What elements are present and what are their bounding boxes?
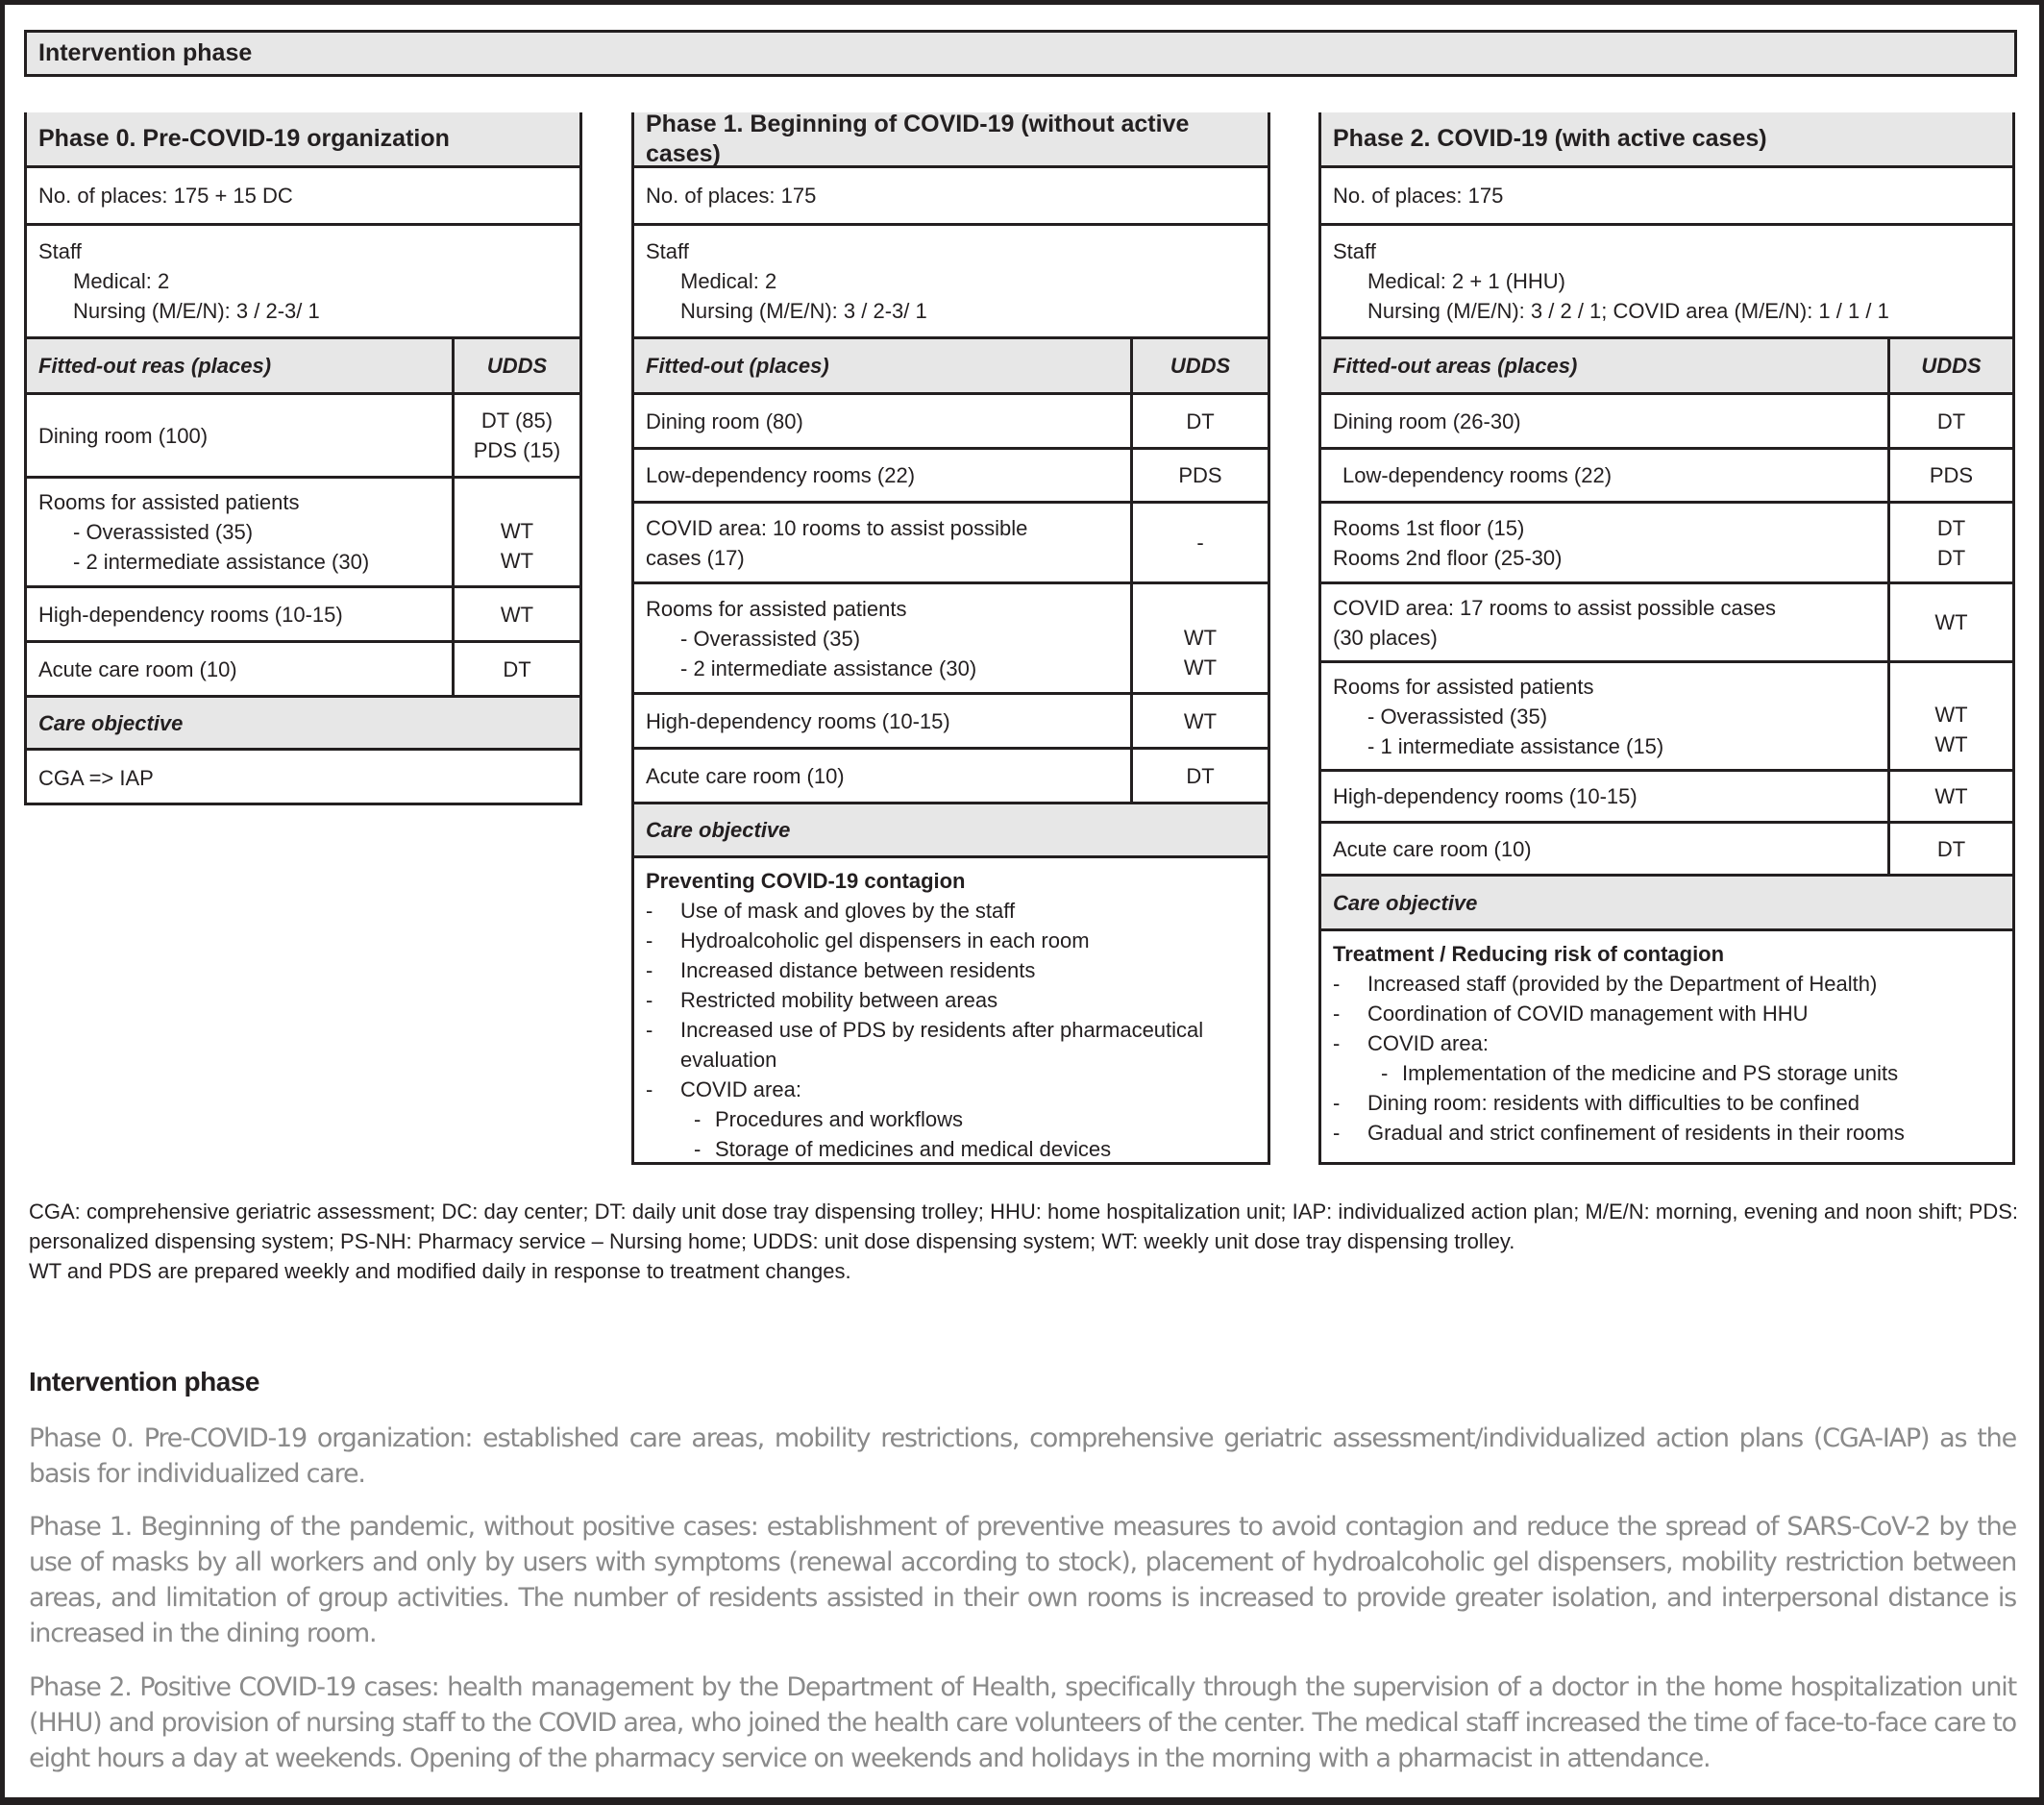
udds-value: DT	[503, 656, 531, 681]
places-cell	[27, 168, 579, 223]
prose-paragraph-phase-0: Phase 0. Pre-COVID-19 organization: established care areas, mobility restrictions, comprehensive geriatric assessment/individualized action plans (CGA-IAP) as the basis for individualized care.	[29, 1423, 2016, 1489]
area-row	[634, 584, 1268, 695]
staff-label: Staff	[646, 239, 689, 263]
areas-header-cell	[634, 339, 1130, 392]
areas-header: Fitted-out (places)	[646, 354, 829, 378]
objective-title: Preventing COVID-19 contagion	[646, 869, 966, 893]
udds-value: WT	[500, 549, 534, 573]
area-name-cell	[634, 584, 1130, 692]
udds-value: DT	[1936, 515, 1966, 540]
phase-title: Phase 0. Pre-COVID-19 organization	[38, 125, 450, 152]
area-name-cell	[27, 395, 452, 476]
udds-cell	[1130, 750, 1268, 802]
udds-value: PDS	[1178, 463, 1222, 487]
area-row	[1321, 395, 2012, 450]
area-line: Dining room (80)	[646, 408, 803, 433]
area-name-cell	[634, 504, 1130, 581]
udds-header-cell	[1887, 339, 2012, 392]
area-row	[27, 588, 579, 643]
places-row	[27, 168, 579, 226]
udds-value: DT	[1936, 545, 1966, 570]
places-text: No. of places: 175	[1333, 184, 1504, 208]
area-name-cell	[1321, 504, 1887, 581]
area-name-cell	[27, 588, 452, 640]
area-line: Acute care room (10)	[646, 763, 845, 788]
phase-title-row	[27, 112, 579, 168]
wt-pds-note: WT and PDS are prepared weekly and modified daily in response to treatment changes.	[29, 1259, 851, 1283]
udds-value: -	[1196, 531, 1204, 555]
places-text: No. of places: 175	[646, 184, 817, 208]
section-header	[24, 30, 2017, 77]
objective-header: Care objective	[38, 710, 184, 735]
objective-body-cell	[1321, 931, 2012, 1165]
area-name-cell	[1321, 395, 1887, 447]
area-line: Rooms for assisted patients	[646, 596, 907, 621]
udds-cell	[1887, 824, 2012, 874]
places-row	[1321, 168, 2012, 226]
staff-label: Staff	[1333, 239, 1376, 263]
udds-value: DT	[1936, 408, 1966, 433]
objective-item: - Implementation of the medicine and PS storage units	[1333, 1058, 1993, 1088]
area-name-cell	[634, 395, 1130, 447]
objective-body-cell	[27, 751, 579, 805]
area-line: (30 places)	[1333, 625, 1438, 650]
udds-cell	[1130, 395, 1268, 447]
area-row	[1321, 663, 2012, 772]
area-row	[634, 395, 1268, 450]
area-row	[1321, 450, 2012, 504]
udds-cell	[1887, 395, 2012, 447]
areas-header: Fitted-out reas (places)	[38, 354, 272, 378]
objective-list	[1333, 969, 1993, 1148]
udds-cell	[1887, 584, 2012, 660]
area-line: Rooms for assisted patients	[38, 490, 300, 514]
udds-value: WT	[1934, 703, 1968, 727]
area-line: High-dependency rooms (10-15)	[38, 602, 343, 627]
udds-value: WT	[1934, 610, 1968, 634]
objective-item: - Gradual and strict confinement of residents in their rooms	[1333, 1118, 1993, 1148]
area-line: cases (17)	[646, 545, 745, 570]
area-row	[27, 479, 579, 588]
phase-title-cell	[1321, 112, 2012, 165]
area-line: High-dependency rooms (10-15)	[646, 708, 950, 733]
area-line: - Overassisted (35)	[1367, 704, 1548, 729]
areas-header-cell	[1321, 339, 1887, 392]
udds-cell	[452, 643, 579, 695]
phase-title-row	[634, 112, 1268, 168]
area-line: Rooms for assisted patients	[1333, 674, 1594, 699]
area-row	[1321, 824, 2012, 877]
area-row	[1321, 772, 2012, 824]
staff-cell	[27, 226, 579, 336]
objective-item: - Increased staff (provided by the Department of Health)	[1333, 969, 1993, 999]
area-line: Rooms 1st floor (15)	[1333, 515, 1525, 540]
udds-cell	[1887, 663, 2012, 769]
udds-cell	[1887, 504, 2012, 581]
areas-header-row	[634, 339, 1268, 395]
staff-label: Staff	[38, 239, 82, 263]
phase-title-cell	[634, 112, 1268, 165]
udds-header-cell	[452, 339, 579, 392]
udds-cell	[1130, 584, 1268, 692]
objective-header: Care objective	[646, 818, 791, 842]
udds-header: UDDS	[486, 354, 548, 378]
area-line: Dining room (26-30)	[1333, 408, 1521, 433]
udds-header: UDDS	[1921, 354, 1982, 378]
objective-item: - Restricted mobility between areas	[646, 985, 1248, 1015]
area-line: Rooms 2nd floor (25-30)	[1333, 545, 1563, 570]
area-line: Dining room (100)	[38, 423, 209, 448]
objective-item: - Dining room: residents with difficulties to be confined	[1333, 1088, 1993, 1118]
area-line: - 2 intermediate assistance (30)	[73, 550, 370, 574]
places-row	[634, 168, 1268, 226]
objective-header-row	[27, 698, 579, 751]
udds-value: WT	[500, 602, 534, 627]
staff-row	[27, 226, 579, 339]
objective-item: - Coordination of COVID management with HHU	[1333, 999, 1993, 1028]
objective-header-cell	[634, 804, 1268, 855]
area-line: Low-dependency rooms (22)	[646, 463, 916, 487]
objective-title: Treatment / Reducing risk of contagion	[1333, 942, 1725, 966]
objective-header-row	[1321, 877, 2012, 931]
staff-medical: Medical: 2	[680, 269, 777, 293]
objective-header-cell	[1321, 877, 2012, 928]
udds-value: DT (85)	[480, 408, 554, 433]
area-row	[634, 695, 1268, 750]
area-line: - Overassisted (35)	[73, 520, 254, 544]
area-name-cell	[1321, 772, 1887, 821]
area-row	[634, 504, 1268, 584]
objective-header: Care objective	[1333, 890, 1478, 915]
area-name-cell	[634, 750, 1130, 802]
abbreviations-note: CGA: comprehensive geriatric assessment; DC: day center; DT: daily unit dose tray dispensing trolley; HHU: home hospitalization unit; IAP: individualized action plan; M/E/N: morning, evening and noon shift; PDS: personalized dispensing system; PS-NH: Pharmacy service – Nursing home; UDDS: unit dose dispensing system; WT: weekly unit dose tray dispensing trolley.	[29, 1199, 2018, 1253]
places-cell	[1321, 168, 2012, 223]
areas-header: Fitted-out areas (places)	[1333, 354, 1578, 378]
area-line: Acute care room (10)	[38, 656, 237, 681]
objective-body-cell	[634, 858, 1268, 1165]
staff-cell	[634, 226, 1268, 336]
area-row	[634, 450, 1268, 504]
table-footnote	[29, 1197, 2018, 1286]
objective-header-row	[634, 804, 1268, 858]
area-line: COVID area: 10 rooms to assist possible	[646, 515, 1028, 540]
udds-value: WT	[1934, 784, 1968, 808]
objective-item: - Storage of medicines and medical devices	[646, 1134, 1248, 1164]
area-name-cell	[1321, 450, 1887, 501]
objective-item: - Hydroalcoholic gel dispensers in each room	[646, 926, 1248, 955]
area-line: - 2 intermediate assistance (30)	[680, 655, 977, 680]
phase-2-card	[1318, 112, 2015, 1165]
objective-item: - Use of mask and gloves by the staff	[646, 896, 1248, 926]
area-name-cell	[1321, 584, 1887, 660]
staff-nursing: Nursing (M/E/N): 3 / 2-3/ 1	[73, 299, 320, 323]
phase-1-card	[631, 112, 1270, 1165]
udds-value: DT	[1186, 408, 1215, 433]
phase-0-card	[24, 112, 582, 805]
objective-item: - Increased distance between residents	[646, 955, 1248, 985]
udds-header-cell	[1130, 339, 1268, 392]
objective-item: - COVID area:	[646, 1075, 1248, 1104]
udds-value: WT	[1183, 655, 1218, 680]
areas-header-cell	[27, 339, 452, 392]
area-row	[1321, 504, 2012, 584]
objective-item: - COVID area:	[1333, 1028, 1993, 1058]
udds-cell	[1130, 504, 1268, 581]
places-cell	[634, 168, 1268, 223]
objective-item: - Increased use of PDS by residents after pharmaceutical evaluation	[646, 1015, 1248, 1075]
area-name-cell	[27, 643, 452, 695]
udds-value: DT	[1936, 836, 1966, 861]
udds-value: WT	[1934, 732, 1968, 756]
objective-item: - Procedures and workflows	[646, 1104, 1248, 1134]
udds-value: PDS (15)	[473, 438, 561, 462]
udds-cell	[1887, 772, 2012, 821]
area-line: High-dependency rooms (10-15)	[1333, 784, 1638, 808]
area-row	[27, 395, 579, 479]
objective-list	[646, 896, 1248, 1164]
udds-cell	[452, 479, 579, 585]
prose-heading: Intervention phase	[29, 1367, 259, 1397]
objective-body-row	[27, 751, 579, 805]
area-line: Acute care room (10)	[1333, 836, 1532, 861]
udds-cell	[1130, 695, 1268, 747]
area-line: Low-dependency rooms (22)	[1342, 463, 1613, 487]
udds-cell	[1130, 450, 1268, 501]
section-title: Intervention phase	[38, 39, 253, 66]
objective-header-cell	[27, 698, 579, 748]
udds-cell	[452, 395, 579, 476]
area-name-cell	[634, 450, 1130, 501]
phase-title: Phase 1. Beginning of COVID-19 (without active cases)	[646, 110, 1190, 167]
prose-paragraph-phase-1: Phase 1. Beginning of the pandemic, without positive cases: establishment of preventive measures to avoid contagion and reduce the spread of SARS-CoV-2 by the use of masks by all workers and only by users with symptoms (renewal according to stock), placement of hydroalcoholic gel dispensers, mobility restriction between areas, and limitation of group activities. The number of residents assisted in their own rooms is increased to provide greater isolation, and interpersonal distance is increased in the dining room.	[29, 1512, 2016, 1648]
phase-title: Phase 2. COVID-19 (with active cases)	[1333, 125, 1767, 152]
staff-row	[1321, 226, 2012, 339]
udds-cell	[452, 588, 579, 640]
area-name-cell	[634, 695, 1130, 747]
prose-paragraph-phase-2: Phase 2. Positive COVID-19 cases: health management by the Department of Health, specifically through the supervision of a doctor in the home hospitalization unit (HHU) and provision of nursing staff to the COVID area, who joined the health care volunteers of the center. The medical staff increased the time of face-to-face care to eight hours a day at weekends. Opening of the pharmacy service on weekends and holidays in the morning with a pharmacist in attendance.	[29, 1672, 2016, 1773]
area-name-cell	[1321, 824, 1887, 874]
staff-medical: Medical: 2	[73, 269, 170, 293]
phase-title-cell	[27, 112, 579, 165]
udds-value: DT	[1186, 763, 1215, 788]
objective-text: CGA => IAP	[38, 766, 154, 790]
staff-nursing: Nursing (M/E/N): 3 / 2-3/ 1	[680, 299, 927, 323]
udds-value: WT	[500, 519, 534, 543]
places-text: No. of places: 175 + 15 DC	[38, 184, 293, 208]
phase-title-row	[1321, 112, 2012, 168]
areas-header-row	[27, 339, 579, 395]
udds-value: PDS	[1929, 463, 1974, 487]
udds-value: WT	[1183, 626, 1218, 650]
udds-header: UDDS	[1170, 354, 1231, 378]
area-row	[1321, 584, 2012, 663]
staff-medical: Medical: 2 + 1 (HHU)	[1367, 269, 1566, 293]
objective-body-row	[634, 858, 1268, 1165]
udds-value: WT	[1183, 708, 1218, 733]
area-row	[27, 643, 579, 698]
areas-header-row	[1321, 339, 2012, 395]
area-line: - Overassisted (35)	[680, 626, 861, 651]
staff-row	[634, 226, 1268, 339]
objective-body-row	[1321, 931, 2012, 1165]
staff-nursing: Nursing (M/E/N): 3 / 2 / 1; COVID area (M/E/N): 1 / 1 / 1	[1367, 299, 1889, 323]
area-line: - 1 intermediate assistance (15)	[1367, 733, 1664, 758]
staff-cell	[1321, 226, 2012, 336]
udds-cell	[1887, 450, 2012, 501]
area-row	[634, 750, 1268, 804]
area-name-cell	[1321, 663, 1887, 769]
area-line: COVID area: 17 rooms to assist possible cases	[1333, 595, 1776, 620]
area-name-cell	[27, 479, 452, 585]
